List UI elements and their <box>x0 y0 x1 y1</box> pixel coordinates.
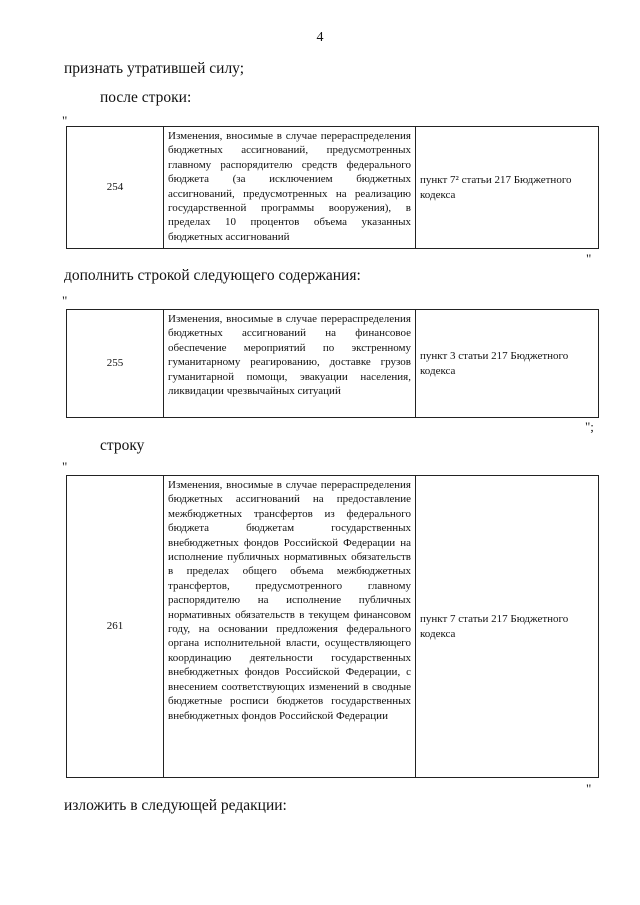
paragraph-after-row: после строки: <box>100 89 192 106</box>
table-row-254 <box>66 126 599 249</box>
paragraph-row-label: строку <box>100 437 145 454</box>
opening-quote: " <box>62 113 68 128</box>
row-reference: пункт 3 статьи 217 Бюджетного кодекса <box>416 310 599 418</box>
row-number: 261 <box>67 476 164 778</box>
row-reference: пункт 7² статьи 217 Бюджетного кодекса <box>416 127 599 249</box>
table-row-261 <box>66 475 599 778</box>
closing-quote: " <box>586 251 592 266</box>
closing-quote: " <box>586 781 592 796</box>
table-row-255 <box>66 309 599 418</box>
paragraph-add-row: дополнить строкой следующего содержания: <box>64 267 361 284</box>
row-description: Изменения, вносимые в случае перераспределения бюджетных ассигнований, предусмотренных главному распорядителю средств федерального бюджета (за исключением бюджетных ассигнований, предусмотренных на реализацию государственной программы вооружения), в пределах 10 процентов объема указанных бюджетных ассигнований <box>164 127 416 249</box>
paragraph-repeal: признать утратившей силу; <box>64 60 245 77</box>
page-number: 4 <box>316 30 324 45</box>
closing-quote: "; <box>585 419 594 434</box>
row-description: Изменения, вносимые в случае перераспределения бюджетных ассигнований на финансовое обеспечение мероприятий по экстренному гуманитарному реагированию, доставке грузов гуманитарной помощи, эвакуации населения, ликвидации чрезвычайных ситуаций <box>164 310 416 418</box>
row-number: 255 <box>67 310 164 418</box>
row-number: 254 <box>67 127 164 249</box>
opening-quote: " <box>62 293 68 308</box>
row-reference: пункт 7 статьи 217 Бюджетного кодекса <box>416 476 599 778</box>
row-description: Изменения, вносимые в случае перераспределения бюджетных ассигнований на предоставление межбюджетных трансфертов из федерального бюджета бюджетам государственных внебюджетных фондов Российской Федерации на исполнение публичных нормативных обязательств в пределах общего объема межбюджетных трансфертов, предусмотренного главному распорядителю на исполнение публичных нормативных обязательств в текущем финансовом году, на основании предложения федерального органа исполнительной власти, осуществляющего координацию деятельности государственных внебюджетных фондов Российской Федерации, с внесением соответствующих изменений в сводные бюджетные росписи бюджетов государственных внебюджетных фондов Российской Федерации <box>164 476 416 778</box>
paragraph-new-wording: изложить в следующей редакции: <box>64 797 287 814</box>
opening-quote: " <box>62 459 68 474</box>
